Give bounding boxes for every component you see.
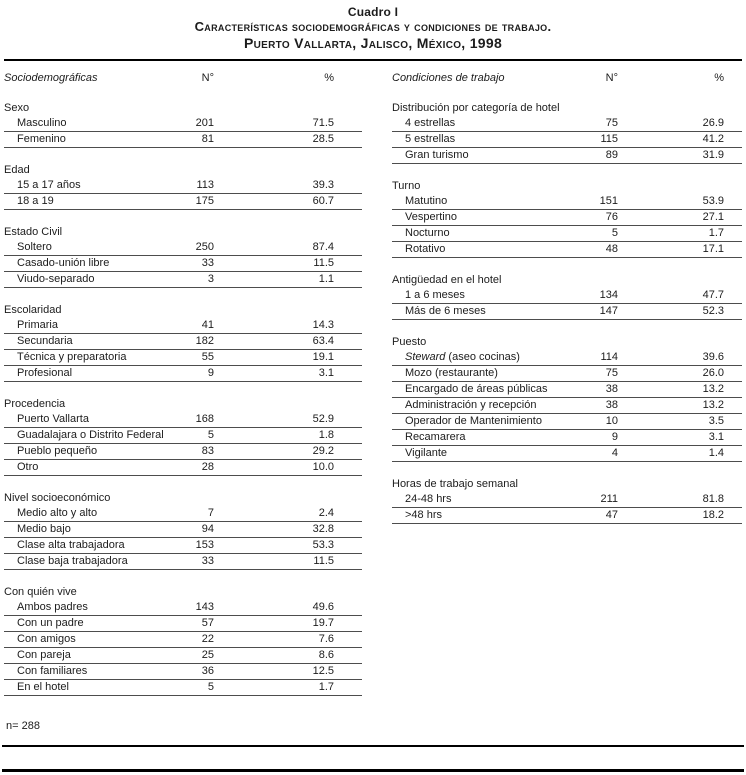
table-row — [4, 632, 362, 648]
row-label: Administración y recepción — [405, 399, 537, 411]
table-row — [392, 350, 742, 366]
row-pct: 47.7 — [702, 289, 724, 301]
row-pct: 41.2 — [702, 133, 724, 145]
sociodemographics-column — [4, 70, 362, 696]
row-pct: 32.8 — [312, 523, 334, 535]
row-pct: 3.5 — [708, 415, 724, 427]
row-pct: 17.1 — [702, 243, 724, 255]
section-title: Puesto — [392, 336, 427, 348]
table-columns-container — [4, 70, 742, 696]
row-n: 41 — [201, 319, 214, 331]
row-pct: 7.6 — [318, 633, 334, 645]
row-n: 5 — [207, 429, 214, 441]
row-label: >48 hrs — [405, 509, 442, 521]
row-n: 211 — [600, 493, 618, 505]
row-pct: 53.9 — [702, 195, 724, 207]
row-pct: 39.3 — [312, 179, 334, 191]
table-row — [4, 444, 362, 460]
table-row — [4, 256, 362, 272]
row-n: 151 — [599, 195, 618, 207]
row-n: 81 — [201, 133, 214, 145]
section-title: Antigüedad en el hotel — [392, 274, 502, 286]
row-label-part: (aseo cocinas) — [445, 351, 520, 363]
row-pct: 11.5 — [313, 257, 334, 269]
row-pct: 1.7 — [318, 681, 334, 693]
row-label: Mozo (restaurante) — [405, 367, 498, 379]
row-n: 57 — [201, 617, 214, 629]
row-label: Secundaria — [17, 335, 73, 347]
row-pct: 71.5 — [312, 117, 334, 129]
table-number-title: Cuadro I — [347, 5, 399, 19]
row-pct: 26.0 — [702, 367, 724, 379]
row-label: 4 estrellas — [405, 117, 456, 129]
row-label: Soltero — [17, 241, 52, 253]
table-caption: Características sociodemográficas y condiciones de trabajo. — [194, 19, 552, 34]
table-row — [392, 398, 742, 414]
row-n: 175 — [195, 195, 214, 207]
row-n: 5 — [611, 227, 618, 239]
row-pct: 19.1 — [312, 351, 334, 363]
table-row — [392, 148, 742, 164]
table-row — [392, 446, 742, 462]
section-title: Nivel socioeconómico — [4, 492, 111, 504]
row-n: 147 — [599, 305, 618, 317]
row-n: 48 — [605, 243, 618, 255]
row-label: Pueblo pequeño — [17, 445, 98, 457]
table-row — [4, 648, 362, 664]
table-row — [4, 428, 362, 444]
column-header-n: N° — [201, 71, 214, 84]
row-label: En el hotel — [17, 681, 69, 693]
row-n: 250 — [195, 241, 214, 253]
table-row — [4, 664, 362, 680]
row-label: Primaria — [17, 319, 58, 331]
sample-size-note: n= 288 — [6, 720, 40, 732]
table-row — [392, 194, 742, 210]
row-label: Ambos padres — [17, 601, 88, 613]
row-pct: 14.3 — [312, 319, 334, 331]
column-header-pct: % — [714, 71, 724, 84]
row-n: 94 — [201, 523, 214, 535]
row-n: 75 — [605, 367, 618, 379]
row-label: Casado-unión libre — [17, 257, 110, 269]
row-pct: 18.2 — [702, 509, 724, 521]
row-label: 24-48 hrs — [405, 493, 452, 505]
row-pct: 87.4 — [312, 241, 334, 253]
table-title-block — [4, 5, 742, 52]
table-row — [4, 350, 362, 366]
table-row — [4, 366, 362, 382]
row-pct: 12.5 — [312, 665, 334, 677]
row-label: Con pareja — [17, 649, 71, 661]
row-n: 55 — [201, 351, 214, 363]
row-n: 75 — [605, 117, 618, 129]
row-label: Guadalajara o Distrito Federal — [17, 429, 164, 441]
row-pct: 10.0 — [312, 461, 334, 473]
row-pct: 60.7 — [312, 195, 334, 207]
row-pct: 49.6 — [312, 601, 334, 613]
row-pct: 81.8 — [702, 493, 724, 505]
row-n: 5 — [207, 681, 214, 693]
row-n: 113 — [196, 179, 214, 191]
row-label: 5 estrellas — [405, 133, 456, 145]
table-row — [4, 600, 362, 616]
row-pct: 53.3 — [312, 539, 334, 551]
section-title: Horas de trabajo semanal — [392, 478, 518, 490]
row-label: 1 a 6 meses — [405, 289, 465, 301]
column-header-label: Sociodemográficas — [4, 71, 98, 84]
table-row — [4, 506, 362, 522]
row-label-italic-part: Steward — [405, 351, 446, 363]
row-label: Puerto Vallarta — [17, 413, 89, 425]
section-title: Procedencia — [4, 398, 66, 410]
row-pct: 27.1 — [702, 211, 724, 223]
row-n: 4 — [611, 447, 618, 459]
row-pct: 26.9 — [702, 117, 724, 129]
row-pct: 8.6 — [318, 649, 334, 661]
column-header-label: Condiciones de trabajo — [392, 71, 505, 84]
table-row — [392, 226, 742, 242]
row-n: 83 — [201, 445, 214, 457]
row-n: 7 — [207, 507, 214, 519]
row-label: Otro — [17, 461, 39, 473]
row-n: 33 — [201, 257, 214, 269]
row-label: Con un padre — [17, 617, 84, 629]
row-n: 25 — [201, 649, 214, 661]
row-n: 3 — [207, 273, 214, 285]
table-row — [4, 194, 362, 210]
column-header-row — [4, 70, 362, 86]
table-row — [392, 430, 742, 446]
row-label: Vespertino — [405, 211, 457, 223]
row-label: Masculino — [17, 117, 67, 129]
row-pct: 1.4 — [708, 447, 724, 459]
row-pct: 52.3 — [702, 305, 724, 317]
table-row — [4, 116, 362, 132]
table-row — [392, 132, 742, 148]
row-label: Medio alto y alto — [17, 507, 98, 519]
column-header-pct: % — [324, 71, 334, 84]
row-n: 38 — [605, 383, 618, 395]
table-row — [4, 334, 362, 350]
row-label: Operador de Mantenimiento — [405, 415, 542, 427]
section-title: Estado Civil — [4, 226, 63, 238]
row-n: 201 — [195, 117, 214, 129]
row-n: 76 — [605, 211, 618, 223]
table-row — [4, 412, 362, 428]
row-label: Más de 6 meses — [405, 305, 486, 317]
table-row — [392, 304, 742, 320]
row-n: 38 — [605, 399, 618, 411]
table-row — [392, 508, 742, 524]
row-pct: 29.2 — [312, 445, 334, 457]
row-label: Femenino — [17, 133, 66, 145]
bottom-rule-2 — [2, 769, 744, 772]
row-label: Medio bajo — [17, 523, 71, 535]
section-title: Escolaridad — [4, 304, 62, 316]
row-n: 89 — [605, 149, 618, 161]
row-label: Viudo-separado — [17, 273, 95, 285]
row-n: 168 — [195, 413, 214, 425]
row-label: Con familiares — [17, 665, 88, 677]
row-label: Matutino — [405, 195, 448, 207]
row-pct: 11.5 — [313, 555, 334, 567]
row-label — [392, 350, 558, 365]
row-n: 115 — [600, 133, 618, 145]
table-row — [4, 538, 362, 554]
row-pct: 1.1 — [318, 273, 334, 285]
table-row — [4, 318, 362, 334]
row-pct: 28.5 — [312, 133, 334, 145]
row-label: Gran turismo — [405, 149, 469, 161]
row-pct: 13.2 — [702, 399, 724, 411]
table-row — [392, 288, 742, 304]
row-label: Recamarera — [405, 431, 466, 443]
row-pct: 2.4 — [318, 507, 334, 519]
row-label: Encargado de áreas públicas — [405, 383, 548, 395]
row-label: Con amigos — [17, 633, 76, 645]
row-n: 143 — [195, 601, 214, 613]
row-n: 36 — [201, 665, 214, 677]
row-n: 28 — [201, 461, 214, 473]
row-label: Vigilante — [405, 447, 447, 459]
table-row — [4, 272, 362, 288]
table-row — [392, 242, 742, 258]
row-pct: 1.7 — [708, 227, 724, 239]
row-n: 47 — [605, 509, 618, 521]
row-pct: 31.9 — [702, 149, 724, 161]
table-row — [4, 522, 362, 538]
row-pct: 3.1 — [708, 431, 724, 443]
table-row — [4, 132, 362, 148]
table-row — [4, 616, 362, 632]
row-label: Profesional — [17, 367, 73, 379]
table-row — [392, 492, 742, 508]
row-label: 18 a 19 — [17, 195, 54, 207]
row-label: Rotativo — [405, 243, 446, 255]
row-label: Nocturno — [405, 227, 450, 239]
row-pct: 19.7 — [312, 617, 334, 629]
section-title: Turno — [392, 180, 421, 192]
table-row — [4, 554, 362, 570]
row-n: 9 — [611, 431, 618, 443]
row-n: 33 — [201, 555, 214, 567]
row-pct: 13.2 — [702, 383, 724, 395]
row-pct: 63.4 — [312, 335, 334, 347]
row-label: Técnica y preparatoria — [17, 351, 127, 363]
row-label: Clase baja trabajadora — [17, 555, 128, 567]
row-n: 114 — [600, 351, 618, 363]
row-n: 182 — [195, 335, 214, 347]
bottom-rule-1 — [2, 745, 744, 747]
row-label: 15 a 17 años — [17, 179, 81, 191]
table-row — [392, 414, 742, 430]
column-header-row — [392, 70, 742, 86]
table-row — [392, 116, 742, 132]
table-row — [4, 460, 362, 476]
row-n: 9 — [207, 367, 214, 379]
section-title: Con quién vive — [4, 586, 77, 598]
row-pct: 3.1 — [318, 367, 334, 379]
table-row — [392, 382, 742, 398]
section-title: Sexo — [4, 102, 30, 114]
row-n: 153 — [195, 539, 214, 551]
top-rule — [4, 59, 742, 61]
row-n: 134 — [599, 289, 618, 301]
work-conditions-column — [392, 70, 742, 696]
section-title: Distribución por categoría de hotel — [392, 102, 560, 114]
section-title: Edad — [4, 164, 30, 176]
row-pct: 39.6 — [702, 351, 724, 363]
table-row — [392, 366, 742, 382]
table-subcaption: Puerto Vallarta, Jalisco, México, 1998 — [243, 35, 503, 51]
row-pct: 1.8 — [318, 429, 334, 441]
row-label: Clase alta trabajadora — [17, 539, 125, 551]
table-row — [4, 680, 362, 696]
column-header-n: N° — [605, 71, 618, 84]
table-row — [4, 240, 362, 256]
row-n: 22 — [201, 633, 214, 645]
table-row — [392, 210, 742, 226]
table-row — [4, 178, 362, 194]
row-pct: 52.9 — [312, 413, 334, 425]
row-n: 10 — [605, 415, 618, 427]
